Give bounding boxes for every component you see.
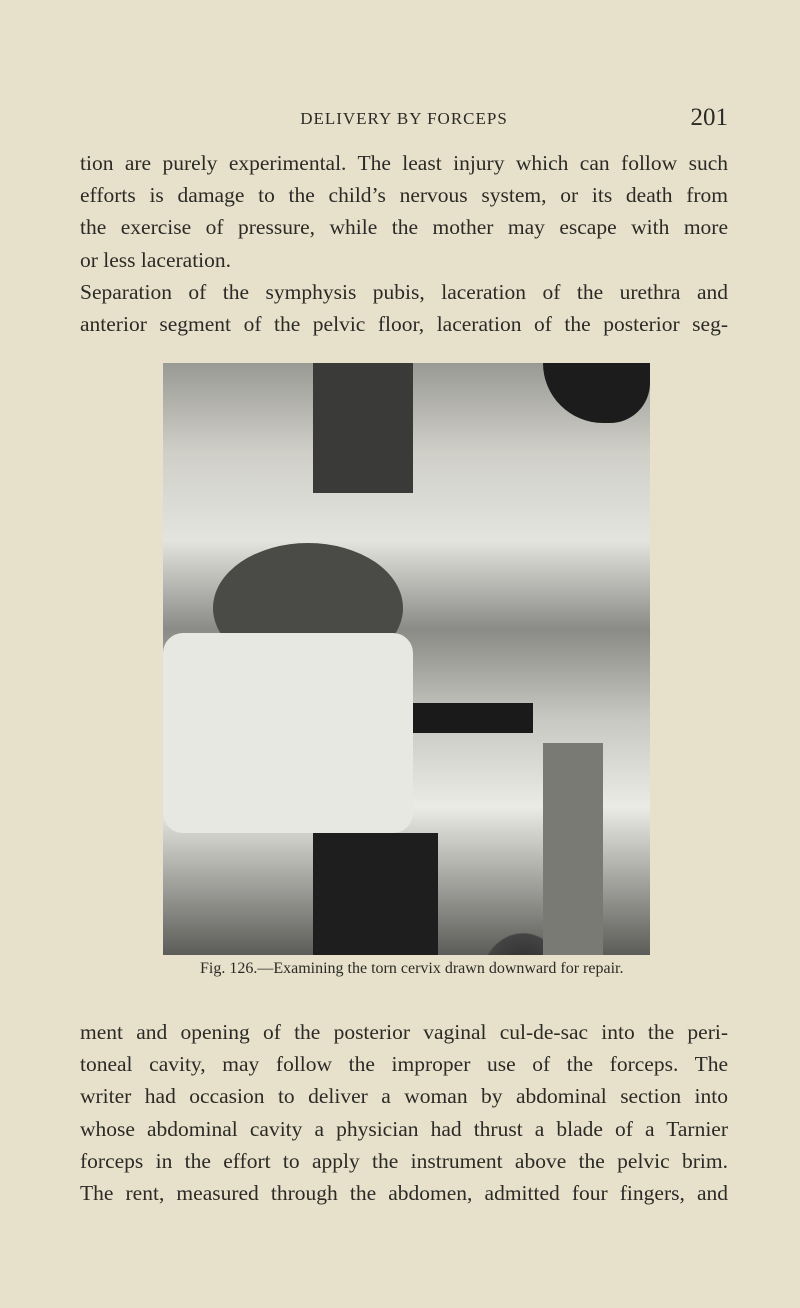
text-line: anterior segment of the pelvic floor, laceration of the posterior seg- bbox=[80, 311, 728, 336]
text-line: tion are purely experimental. The least injury which can follow such bbox=[80, 151, 728, 175]
text-line: writer had occasion to deliver a woman by abdominal section into bbox=[80, 1084, 728, 1109]
text-line: forceps in the effort to apply the instrument above the pelvic brim. bbox=[80, 1148, 728, 1173]
page-number: 201 bbox=[690, 104, 728, 131]
text-line: Separation of the symphysis pubis, laceration of the urethra and bbox=[80, 279, 728, 304]
text-line: ment and opening of the posterior vaginal cul-de-sac into the peri- bbox=[80, 1020, 728, 1044]
text-line: whose abdominal cavity a physician had thrust a blade of a Tarnier bbox=[80, 1116, 728, 1141]
figure-caption: Fig. 126.—Examining the torn cervix drawn downward for repair. bbox=[200, 960, 624, 977]
figure-photograph bbox=[163, 363, 650, 955]
text-line: or less laceration. bbox=[80, 247, 232, 272]
text-line: the exercise of pressure, while the mother may escape with more bbox=[80, 215, 728, 240]
page-header bbox=[80, 104, 728, 134]
paragraph-1 bbox=[80, 147, 728, 340]
text-line: The rent, measured through the abdomen, admitted four fingers, and bbox=[80, 1180, 728, 1205]
running-title: DELIVERY BY FORCEPS bbox=[300, 109, 508, 128]
text-line: efforts is damage to the child’s nervous system, or its death from bbox=[80, 183, 728, 208]
text-line: toneal cavity, may follow the improper use of the forceps. The bbox=[80, 1052, 728, 1077]
paragraph-3 bbox=[80, 1016, 728, 1209]
